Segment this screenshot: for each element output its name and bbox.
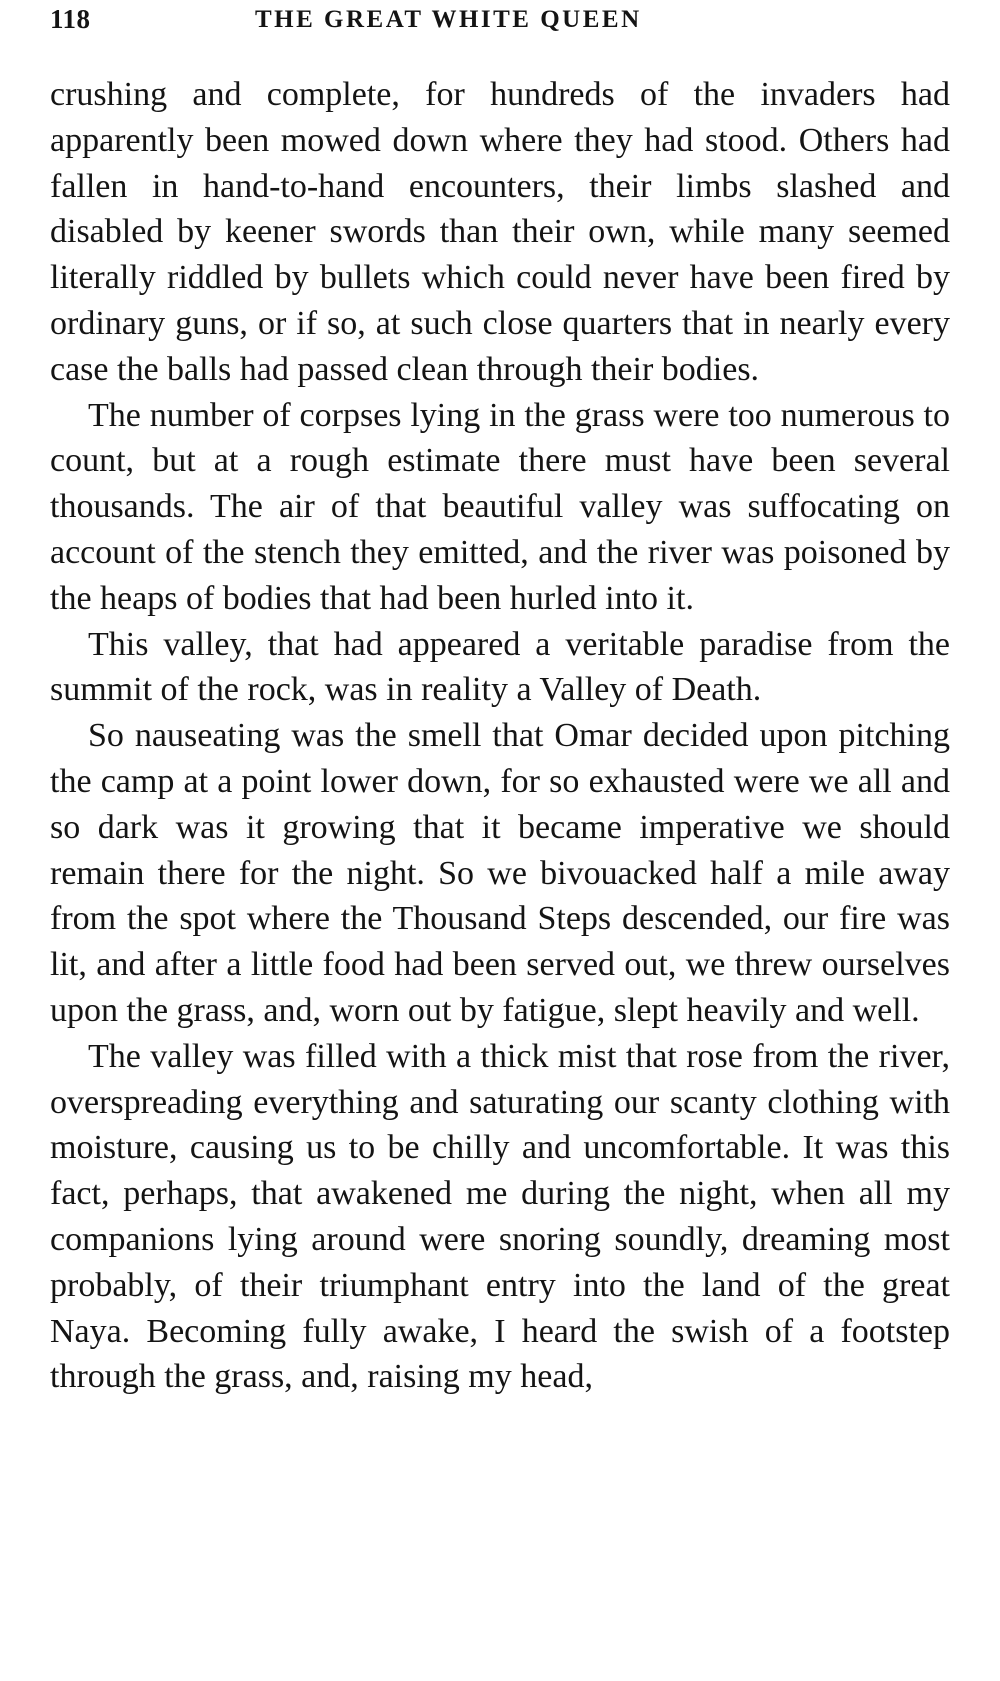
running-title: THE GREAT WHITE QUEEN [255,6,642,33]
page-number: 118 [50,4,91,34]
paragraph-4: So nauseating was the smell that Omar decided upon pitching the camp at a point lower down, for so exhausted were we all and so dark was it growing that it became imperative we should remain there for the night. So we bivouacked half a mile away from the spot where the Thousand Steps descended, our fire was lit, and after a little food had been served out, we threw ourselves upon the grass, and, worn out by fatigue, slept heavily and well. [50,717,950,1029]
paragraph-3: This valley, that had appeared a veritable paradise from the summit of the rock, was in reality a Valley of Death. [50,625,950,709]
body-text [50,72,950,1400]
paragraph-1: crushing and complete, for hundreds of the invaders had apparently been mowed down where they had stood. Others had fallen in hand-to-hand encounters, their limbs slashed and disabled by keener swords than their own, while many seemed literally riddled by bullets which could never have been fired by ordinary guns, or if so, at such close quarters that in nearly every case the balls had passed clean through their bodies. [50,76,950,388]
running-head [50,4,950,44]
paragraph-2: The number of corpses lying in the grass were too numerous to count, but at a rough estimate there must have been several thousands. The air of that beautiful valley was suffocating on account of the stench they emitted, and the river was poisoned by the heaps of bodies that had been hurled into it. [50,396,950,617]
paragraph-5: The valley was filled with a thick mist that rose from the river, overspreading everything and saturating our scanty clothing with moisture, causing us to be chilly and uncomfortable. It was this fact, perhaps, that awakened me during the night, when all my companions lying around were snoring soundly, dreaming most probably, of their triumphant entry into the land of the great Naya. Becoming fully awake, I heard the swish of a footstep through the grass, and, raising my head, [50,1037,950,1396]
